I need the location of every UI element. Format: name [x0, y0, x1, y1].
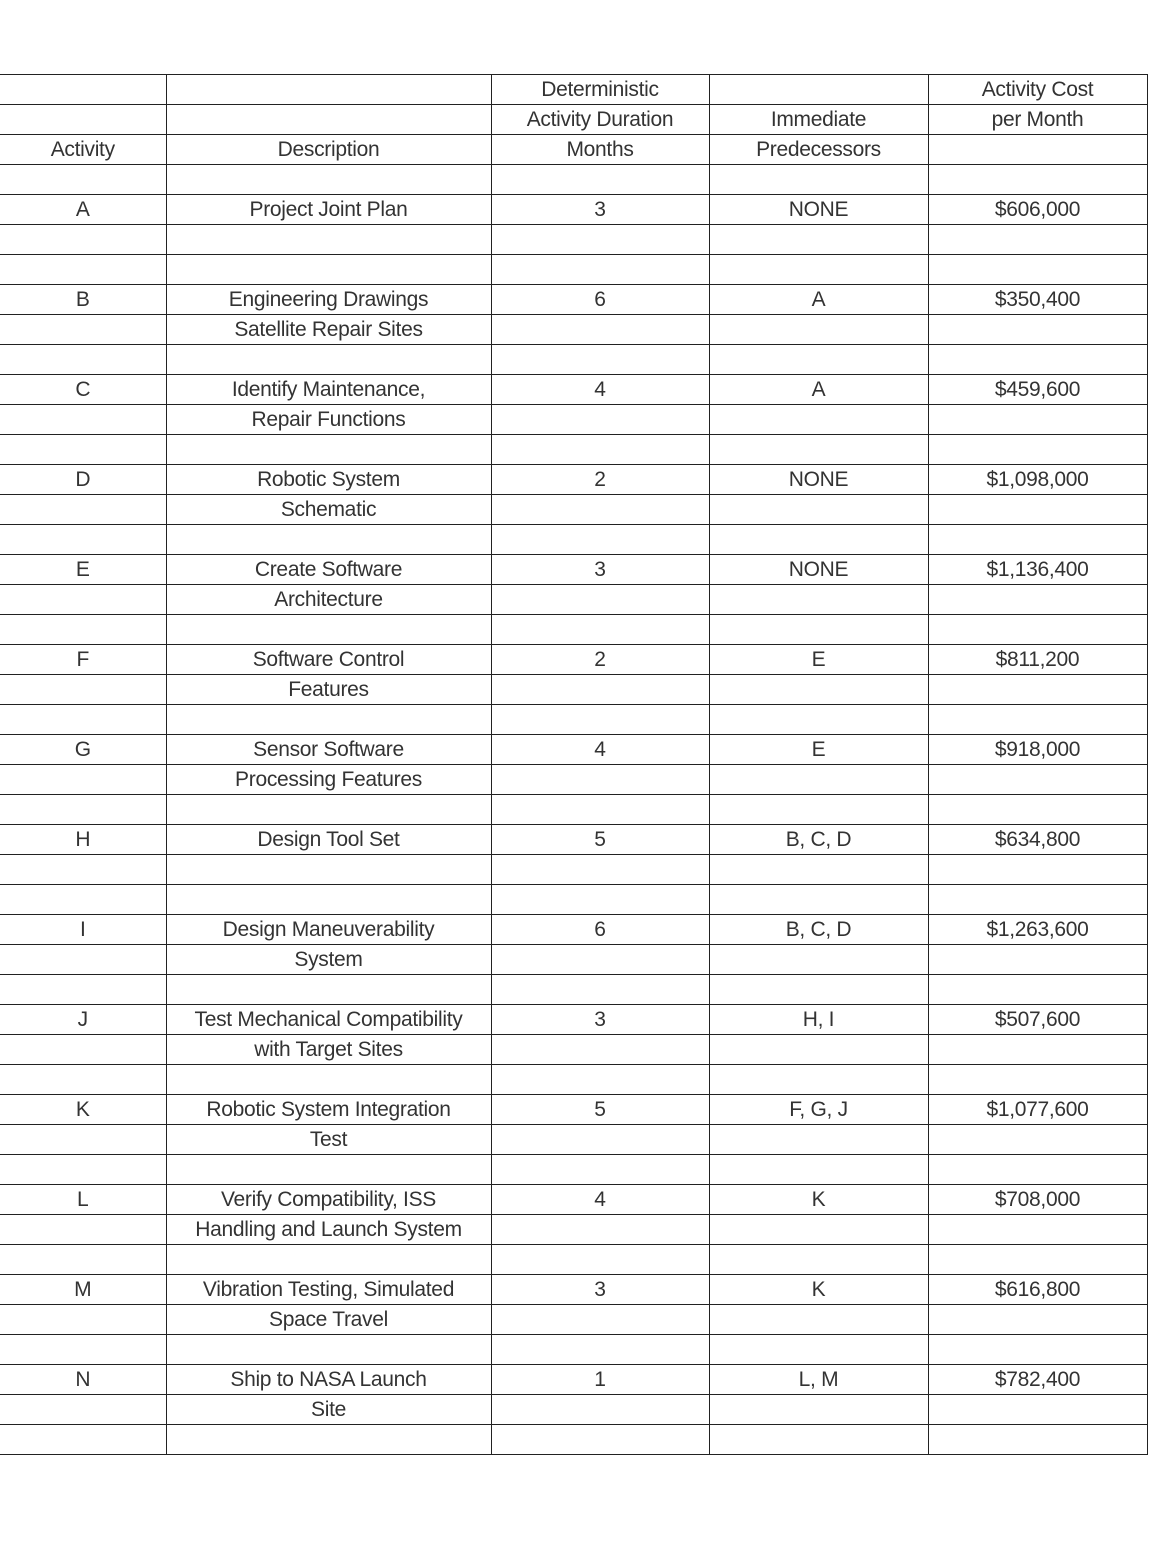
table-row-continuation	[0, 1395, 1147, 1425]
cell-activity	[0, 75, 166, 105]
cell-description: Description	[166, 135, 491, 165]
cell-predecessors: F, G, J	[709, 1095, 928, 1125]
cell-description: Features	[166, 675, 491, 705]
header-row	[0, 75, 1147, 105]
cell-cost	[928, 1065, 1147, 1095]
table-row	[0, 1005, 1147, 1035]
cell-description: Architecture	[166, 585, 491, 615]
cell-predecessors	[709, 1305, 928, 1335]
cell-months: 6	[491, 915, 709, 945]
cell-cost: $616,800	[928, 1275, 1147, 1305]
cell-months	[491, 255, 709, 285]
cell-description	[166, 525, 491, 555]
cell-cost	[928, 975, 1147, 1005]
cell-predecessors: B, C, D	[709, 825, 928, 855]
table-row-continuation	[0, 1125, 1147, 1155]
cell-activity	[0, 1125, 166, 1155]
cell-description: Site	[166, 1395, 491, 1425]
cell-activity: E	[0, 555, 166, 585]
cell-cost	[928, 135, 1147, 165]
cell-cost	[928, 525, 1147, 555]
cell-cost	[928, 945, 1147, 975]
cell-activity	[0, 1215, 166, 1245]
cell-cost: $1,098,000	[928, 465, 1147, 495]
cell-activity	[0, 885, 166, 915]
cell-activity	[0, 435, 166, 465]
cell-description: Robotic System Integration	[166, 1095, 491, 1125]
cell-predecessors	[709, 1215, 928, 1245]
cell-cost	[928, 765, 1147, 795]
cell-description	[166, 885, 491, 915]
cell-months	[491, 705, 709, 735]
cell-predecessors	[709, 1425, 928, 1455]
cell-months	[491, 525, 709, 555]
cell-description	[166, 225, 491, 255]
cell-months	[491, 1035, 709, 1065]
table-row-continuation	[0, 1305, 1147, 1335]
cell-description: Test Mechanical Compatibility	[166, 1005, 491, 1035]
cell-description	[166, 1335, 491, 1365]
cell-description: Space Travel	[166, 1305, 491, 1335]
cell-description: Schematic	[166, 495, 491, 525]
table-row-continuation	[0, 855, 1147, 885]
spacer-row	[0, 1425, 1147, 1455]
cell-description: Create Software	[166, 555, 491, 585]
cell-months: 3	[491, 555, 709, 585]
cell-cost: $606,000	[928, 195, 1147, 225]
cell-description: Software Control	[166, 645, 491, 675]
cell-months	[491, 1245, 709, 1275]
table-row-continuation	[0, 765, 1147, 795]
cell-months	[491, 945, 709, 975]
cell-cost	[928, 1245, 1147, 1275]
cell-activity: C	[0, 375, 166, 405]
spacer-row	[0, 165, 1147, 195]
cell-months: 4	[491, 735, 709, 765]
cell-months: Months	[491, 135, 709, 165]
cell-cost: Activity Cost	[928, 75, 1147, 105]
cell-months	[491, 165, 709, 195]
cell-activity	[0, 765, 166, 795]
cell-months: 1	[491, 1365, 709, 1395]
cell-activity: N	[0, 1365, 166, 1395]
cell-activity	[0, 495, 166, 525]
cell-predecessors	[709, 255, 928, 285]
cell-activity	[0, 1335, 166, 1365]
cell-cost: $1,077,600	[928, 1095, 1147, 1125]
cell-activity: F	[0, 645, 166, 675]
cell-months: 5	[491, 825, 709, 855]
table-row-continuation	[0, 405, 1147, 435]
cell-predecessors: L, M	[709, 1365, 928, 1395]
spacer-row	[0, 255, 1147, 285]
cell-activity: K	[0, 1095, 166, 1125]
cell-predecessors: K	[709, 1185, 928, 1215]
cell-predecessors	[709, 1065, 928, 1095]
table-row-continuation	[0, 585, 1147, 615]
cell-months	[491, 315, 709, 345]
cell-activity	[0, 225, 166, 255]
cell-predecessors	[709, 495, 928, 525]
cell-predecessors	[709, 1155, 928, 1185]
cell-activity	[0, 165, 166, 195]
cell-months	[491, 855, 709, 885]
cell-cost	[928, 615, 1147, 645]
cell-description: Vibration Testing, Simulated	[166, 1275, 491, 1305]
spacer-row	[0, 975, 1147, 1005]
cell-activity	[0, 705, 166, 735]
cell-description	[166, 855, 491, 885]
cell-predecessors: E	[709, 645, 928, 675]
cell-cost: $459,600	[928, 375, 1147, 405]
cell-description	[166, 1425, 491, 1455]
spacer-row	[0, 1155, 1147, 1185]
cell-activity: M	[0, 1275, 166, 1305]
cell-predecessors	[709, 525, 928, 555]
cell-predecessors	[709, 765, 928, 795]
table-row	[0, 465, 1147, 495]
table-row	[0, 195, 1147, 225]
cell-description: Project Joint Plan	[166, 195, 491, 225]
cell-months	[491, 795, 709, 825]
cell-months: 3	[491, 1005, 709, 1035]
cell-cost: $1,136,400	[928, 555, 1147, 585]
cell-cost: $811,200	[928, 645, 1147, 675]
cell-months	[491, 885, 709, 915]
table-row-continuation	[0, 1035, 1147, 1065]
cell-predecessors	[709, 1395, 928, 1425]
cell-predecessors	[709, 855, 928, 885]
cell-cost: $634,800	[928, 825, 1147, 855]
cell-cost	[928, 405, 1147, 435]
cell-months	[491, 615, 709, 645]
table-row	[0, 735, 1147, 765]
cell-description	[166, 75, 491, 105]
cell-activity	[0, 345, 166, 375]
cell-predecessors: A	[709, 375, 928, 405]
cell-cost: $350,400	[928, 285, 1147, 315]
cell-description	[166, 435, 491, 465]
cell-description: Test	[166, 1125, 491, 1155]
cell-description	[166, 255, 491, 285]
spacer-row	[0, 345, 1147, 375]
table-row	[0, 285, 1147, 315]
cell-description: Satellite Repair Sites	[166, 315, 491, 345]
cell-predecessors	[709, 225, 928, 255]
cell-cost: $1,263,600	[928, 915, 1147, 945]
cell-cost: $507,600	[928, 1005, 1147, 1035]
cell-months	[491, 225, 709, 255]
cell-months: 4	[491, 375, 709, 405]
cell-predecessors	[709, 1035, 928, 1065]
cell-description: Design Tool Set	[166, 825, 491, 855]
cell-description: System	[166, 945, 491, 975]
cell-months	[491, 1335, 709, 1365]
cell-months	[491, 765, 709, 795]
table-row	[0, 645, 1147, 675]
cell-description	[166, 165, 491, 195]
cell-activity	[0, 1245, 166, 1275]
cell-description: Identify Maintenance,	[166, 375, 491, 405]
cell-cost	[928, 1035, 1147, 1065]
cell-cost	[928, 1395, 1147, 1425]
cell-predecessors	[709, 615, 928, 645]
cell-cost	[928, 1215, 1147, 1245]
spacer-row	[0, 1245, 1147, 1275]
cell-description	[166, 105, 491, 135]
cell-predecessors	[709, 345, 928, 375]
cell-cost	[928, 675, 1147, 705]
cell-cost	[928, 795, 1147, 825]
cell-cost	[928, 1305, 1147, 1335]
cell-months	[491, 1395, 709, 1425]
cell-cost	[928, 1155, 1147, 1185]
cell-months: Activity Duration	[491, 105, 709, 135]
table-row	[0, 1275, 1147, 1305]
cell-activity: D	[0, 465, 166, 495]
cell-cost	[928, 705, 1147, 735]
cell-months	[491, 1065, 709, 1095]
cell-months	[491, 495, 709, 525]
cell-activity: H	[0, 825, 166, 855]
spacer-row	[0, 795, 1147, 825]
cell-description: Verify Compatibility, ISS	[166, 1185, 491, 1215]
cell-cost	[928, 345, 1147, 375]
cell-cost	[928, 1425, 1147, 1455]
table-row-continuation	[0, 945, 1147, 975]
cell-activity	[0, 615, 166, 645]
cell-description: Repair Functions	[166, 405, 491, 435]
cell-predecessors	[709, 165, 928, 195]
cell-predecessors: K	[709, 1275, 928, 1305]
cell-predecessors	[709, 1335, 928, 1365]
cell-predecessors	[709, 885, 928, 915]
cell-activity: I	[0, 915, 166, 945]
table-row	[0, 915, 1147, 945]
cell-activity: L	[0, 1185, 166, 1215]
cell-activity	[0, 1035, 166, 1065]
cell-activity: J	[0, 1005, 166, 1035]
table-row-continuation	[0, 1215, 1147, 1245]
table-row	[0, 825, 1147, 855]
cell-cost: $708,000	[928, 1185, 1147, 1215]
cell-cost	[928, 315, 1147, 345]
cell-months: 3	[491, 1275, 709, 1305]
cell-activity	[0, 855, 166, 885]
cell-months: 5	[491, 1095, 709, 1125]
cell-months: 4	[491, 1185, 709, 1215]
cell-activity	[0, 1155, 166, 1185]
cell-predecessors: A	[709, 285, 928, 315]
table-row	[0, 1095, 1147, 1125]
cell-predecessors: NONE	[709, 555, 928, 585]
cell-description: Design Maneuverability	[166, 915, 491, 945]
cell-cost	[928, 855, 1147, 885]
cell-predecessors	[709, 315, 928, 345]
cell-cost	[928, 585, 1147, 615]
cell-predecessors: Predecessors	[709, 135, 928, 165]
cell-predecessors	[709, 675, 928, 705]
spacer-row	[0, 885, 1147, 915]
spacer-row	[0, 615, 1147, 645]
cell-cost	[928, 255, 1147, 285]
table-row	[0, 375, 1147, 405]
cell-description: Handling and Launch System	[166, 1215, 491, 1245]
cell-cost	[928, 165, 1147, 195]
cell-activity	[0, 105, 166, 135]
cell-months: Deterministic	[491, 75, 709, 105]
table-row	[0, 1365, 1147, 1395]
cell-predecessors: NONE	[709, 465, 928, 495]
cell-predecessors	[709, 435, 928, 465]
cell-activity: A	[0, 195, 166, 225]
cell-months: 6	[491, 285, 709, 315]
cell-months: 2	[491, 465, 709, 495]
cell-months	[491, 675, 709, 705]
cell-cost	[928, 435, 1147, 465]
cell-description	[166, 1245, 491, 1275]
table-row	[0, 555, 1147, 585]
cell-activity	[0, 1305, 166, 1335]
cell-description: with Target Sites	[166, 1035, 491, 1065]
cell-activity	[0, 1395, 166, 1425]
cell-activity: B	[0, 285, 166, 315]
cell-predecessors	[709, 405, 928, 435]
cell-activity	[0, 585, 166, 615]
cell-activity	[0, 405, 166, 435]
cell-predecessors: H, I	[709, 1005, 928, 1035]
cell-activity: G	[0, 735, 166, 765]
cell-predecessors	[709, 585, 928, 615]
cell-predecessors	[709, 975, 928, 1005]
cell-months	[491, 1155, 709, 1185]
spacer-row	[0, 435, 1147, 465]
cell-description: Sensor Software	[166, 735, 491, 765]
cell-months	[491, 1425, 709, 1455]
table-row-continuation	[0, 225, 1147, 255]
cell-cost	[928, 1125, 1147, 1155]
cell-activity	[0, 255, 166, 285]
header-row	[0, 105, 1147, 135]
spacer-row	[0, 1335, 1147, 1365]
cell-cost	[928, 225, 1147, 255]
cell-description	[166, 615, 491, 645]
table-row-continuation	[0, 495, 1147, 525]
cell-predecessors	[709, 795, 928, 825]
cell-months	[491, 345, 709, 375]
cell-activity	[0, 315, 166, 345]
cell-activity: Activity	[0, 135, 166, 165]
cell-months	[491, 405, 709, 435]
cell-cost: $918,000	[928, 735, 1147, 765]
cell-activity	[0, 975, 166, 1005]
cell-months: 2	[491, 645, 709, 675]
cell-description	[166, 975, 491, 1005]
cell-cost	[928, 885, 1147, 915]
cell-predecessors: NONE	[709, 195, 928, 225]
cell-activity	[0, 1065, 166, 1095]
spacer-row	[0, 1065, 1147, 1095]
cell-cost	[928, 1335, 1147, 1365]
table-row-continuation	[0, 315, 1147, 345]
header-row	[0, 135, 1147, 165]
spacer-row	[0, 525, 1147, 555]
cell-description	[166, 1065, 491, 1095]
cell-months	[491, 1125, 709, 1155]
cell-description: Robotic System	[166, 465, 491, 495]
cell-predecessors	[709, 75, 928, 105]
activity-table	[0, 74, 1148, 1455]
cell-months: 3	[491, 195, 709, 225]
cell-activity	[0, 795, 166, 825]
cell-months	[491, 1305, 709, 1335]
cell-months	[491, 1215, 709, 1245]
cell-predecessors: Immediate	[709, 105, 928, 135]
cell-description: Ship to NASA Launch	[166, 1365, 491, 1395]
cell-description	[166, 705, 491, 735]
cell-description: Engineering Drawings	[166, 285, 491, 315]
cell-months	[491, 585, 709, 615]
cell-predecessors: E	[709, 735, 928, 765]
spacer-row	[0, 705, 1147, 735]
cell-cost	[928, 495, 1147, 525]
cell-description	[166, 1155, 491, 1185]
cell-description	[166, 345, 491, 375]
cell-cost: per Month	[928, 105, 1147, 135]
cell-predecessors	[709, 1245, 928, 1275]
cell-activity	[0, 945, 166, 975]
cell-description	[166, 795, 491, 825]
cell-months	[491, 975, 709, 1005]
cell-predecessors	[709, 945, 928, 975]
cell-predecessors: B, C, D	[709, 915, 928, 945]
cell-activity	[0, 675, 166, 705]
cell-cost: $782,400	[928, 1365, 1147, 1395]
cell-predecessors	[709, 1125, 928, 1155]
cell-activity	[0, 525, 166, 555]
cell-activity	[0, 1425, 166, 1455]
cell-description: Processing Features	[166, 765, 491, 795]
cell-months	[491, 435, 709, 465]
cell-predecessors	[709, 705, 928, 735]
table-row	[0, 1185, 1147, 1215]
table-row-continuation	[0, 675, 1147, 705]
